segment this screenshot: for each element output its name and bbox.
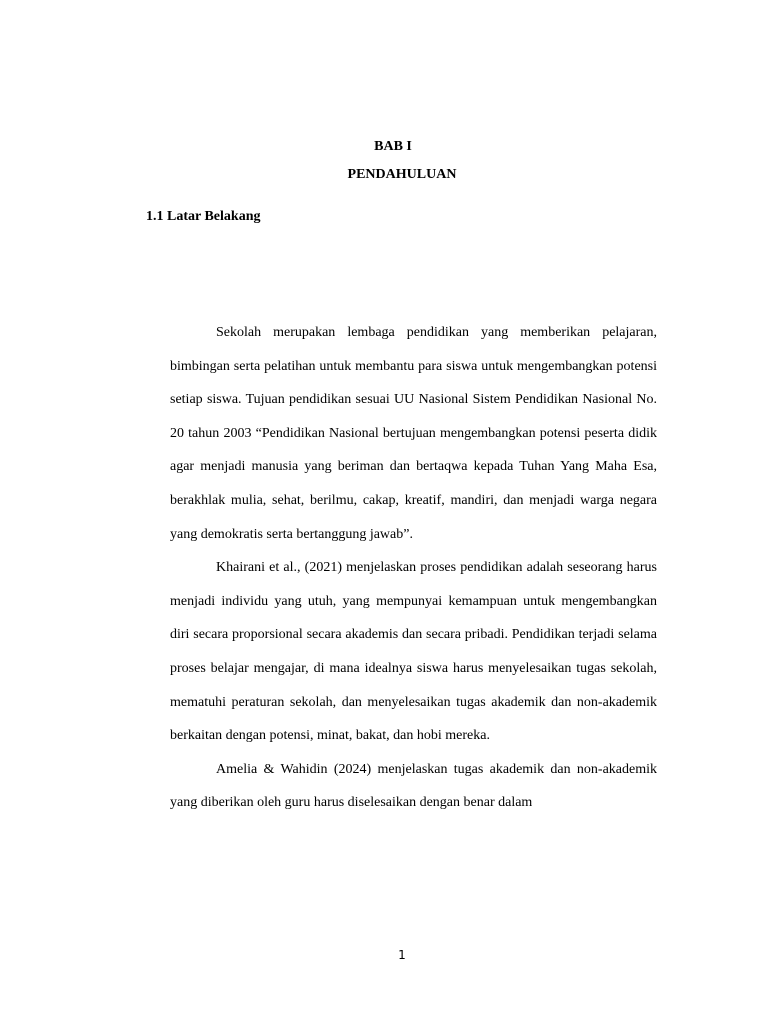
chapter-number: BAB I [374, 139, 412, 154]
section-heading: 1.1 Latar Belakang [146, 209, 261, 224]
page-number: 1 [398, 948, 406, 962]
paragraph-3: Amelia & Wahidin (2024) menjelaskan tugas akademik dan non-akademik yang diberikan oleh guru harus diselesaikan dengan benar dalam [170, 761, 657, 811]
body-text [170, 316, 657, 820]
paragraph-1: Sekolah merupakan lembaga pendidikan yang memberikan pelajaran, bimbingan serta pelatihan untuk membantu para siswa untuk mengembangkan potensi setiap siswa. Tujuan pendidikan sesuai UU Nasional Sistem Pendidikan Nasional No. 20 tahun 2003 “Pendidikan Nasional bertujuan mengembangkan potensi peserta didik agar menjadi manusia yang beriman dan bertaqwa kepada Tuhan Yang Maha Esa, berakhlak mulia, sehat, berilmu, cakap, kreatif, mandiri, dan menjadi warga negara yang demokratis serta bertanggung jawab”. [170, 325, 657, 542]
chapter-title: PENDAHULUAN [347, 167, 457, 182]
paragraph-2: Khairani et al., (2021) menjelaskan proses pendidikan adalah seseorang harus menjadi individu yang utuh, yang mempunyai kemampuan untuk mengembangkan diri secara proporsional secara akademis dan secara pribadi. Pendidikan terjadi selama proses belajar mengajar, di mana idealnya siswa harus menyelesaikan tugas sekolah, mematuhi peraturan sekolah, dan menyelesaikan tugas akademik dan non-akademik berkaitan dengan potensi, minat, bakat, dan hobi mereka. [170, 560, 657, 744]
